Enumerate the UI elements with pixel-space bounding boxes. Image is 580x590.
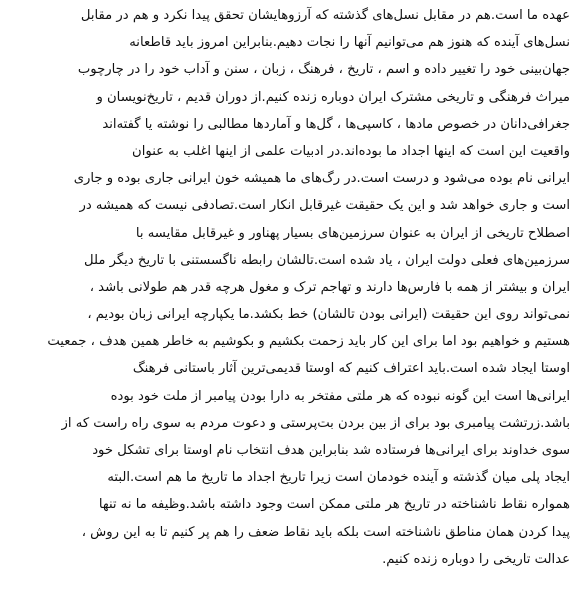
text-line: ایجاد پلی میان گذشته و آینده خودمان است زیرا تاریخ اجداد ما تاریخ ما هم است.البته bbox=[107, 470, 570, 486]
text-line: جغرافی‌دانان در خصوص مادها ، کاسپی‌ها ، گل‌ها و آماردها مطالبی را نوشته یا گفته‌اند bbox=[102, 116, 570, 132]
text-line: نمی‌تواند روی این حقیقت (ایرانی بودن تالشان) خط بکشد.ما یکپارچه ایرانی زبان بودیم ، bbox=[87, 307, 570, 323]
text-line: همواره نقاط ناشناخته در تاریخ هر ملتی ممکن است وجود داشته باشد.وظیفه ما نه تنها bbox=[98, 497, 570, 513]
text-line: ایرانی‌ها است این گونه نبوده که هر ملتی مفتخر به دارا بودن پیامبر از ملت خود بوده bbox=[110, 388, 570, 404]
text-line: واقعیت این است که اینها اجداد ما بوده‌اند.در ادبیات علمی از اینها اغلب به عنوان bbox=[132, 143, 570, 159]
text-line: سوی خداوند برای ایرانی‌ها فرستاده شد بنابراین هدف انتخاب نام اوستا برای تشکل خود bbox=[92, 443, 570, 458]
text-line: میراث فرهنگی و تاریخی مشترک ایران دوباره زنده کنیم.از دوران قدیم ، تاریخ‌نویسان و bbox=[96, 89, 570, 105]
text-line: نسل‌های آینده که هنوز هم می‌توانیم آنها را نجات دهیم.بنابراین امروز باید قاطعانه bbox=[129, 35, 570, 51]
text-line: سرزمین‌های فعلی دولت ایران ، یاد شده است.تالشان رابطه ناگسستنی با تاریخ دیگر ملل bbox=[84, 252, 570, 268]
text-line: پیدا کردن همان مناطق ناشناخته است بلکه باید نقاط ضعف را هم پر کنیم تا به این روش ، bbox=[81, 524, 570, 540]
text-line: ایران و بیشتر از همه با فارس‌ها دارند و تهاجم ترک و مغول هرچه قدر هم طولانی باشد ، bbox=[89, 279, 570, 295]
text-line: اصطلاح تاریخی از ایران به عنوان سرزمین‌های بسیار پهناور و غیرقابل مقایسه با bbox=[135, 225, 570, 241]
text-line: اوستا ایجاد شده است.باید اعتراف کنیم که اوستا قدیمی‌ترین آثار باستانی فرهنگ bbox=[132, 361, 570, 377]
text-line: عدالت تاریخی را دوباره زنده کنیم. bbox=[382, 551, 570, 567]
text-line: جهان‌بینی خود را تغییر داده و اسم ، تاریخ ، فرهنگ ، زبان ، سنن و آداب خود را در چارچوب bbox=[77, 62, 570, 78]
text-line: ایرانی نام بوده می‌شود و درست است.در رگ‌های ما همیشه خون ایرانی جاری بوده و جاری bbox=[73, 171, 570, 187]
text-line: باشد.زرتشت پیامبری بود برای از بین بردن بت‌پرستی و دعوت مردم به سوی راه راست که از bbox=[61, 415, 570, 431]
document-body-text bbox=[4, 2, 570, 573]
text-line: هستیم و خواهیم بود اما برای این کار باید زحمت بکشیم و بکوشیم به خاطر همین هدف ، جمعیت bbox=[47, 334, 570, 350]
text-line: است و جاری خواهد شد و این یک حقیقت غیرقابل انکار است.تصادفی نیست که همیشه در bbox=[79, 198, 570, 214]
text-line: عهده ما است.هم در مقابل نسل‌های گذشته که آرزوهایشان تحقق پیدا نکرد و هم در مقابل bbox=[80, 8, 570, 23]
